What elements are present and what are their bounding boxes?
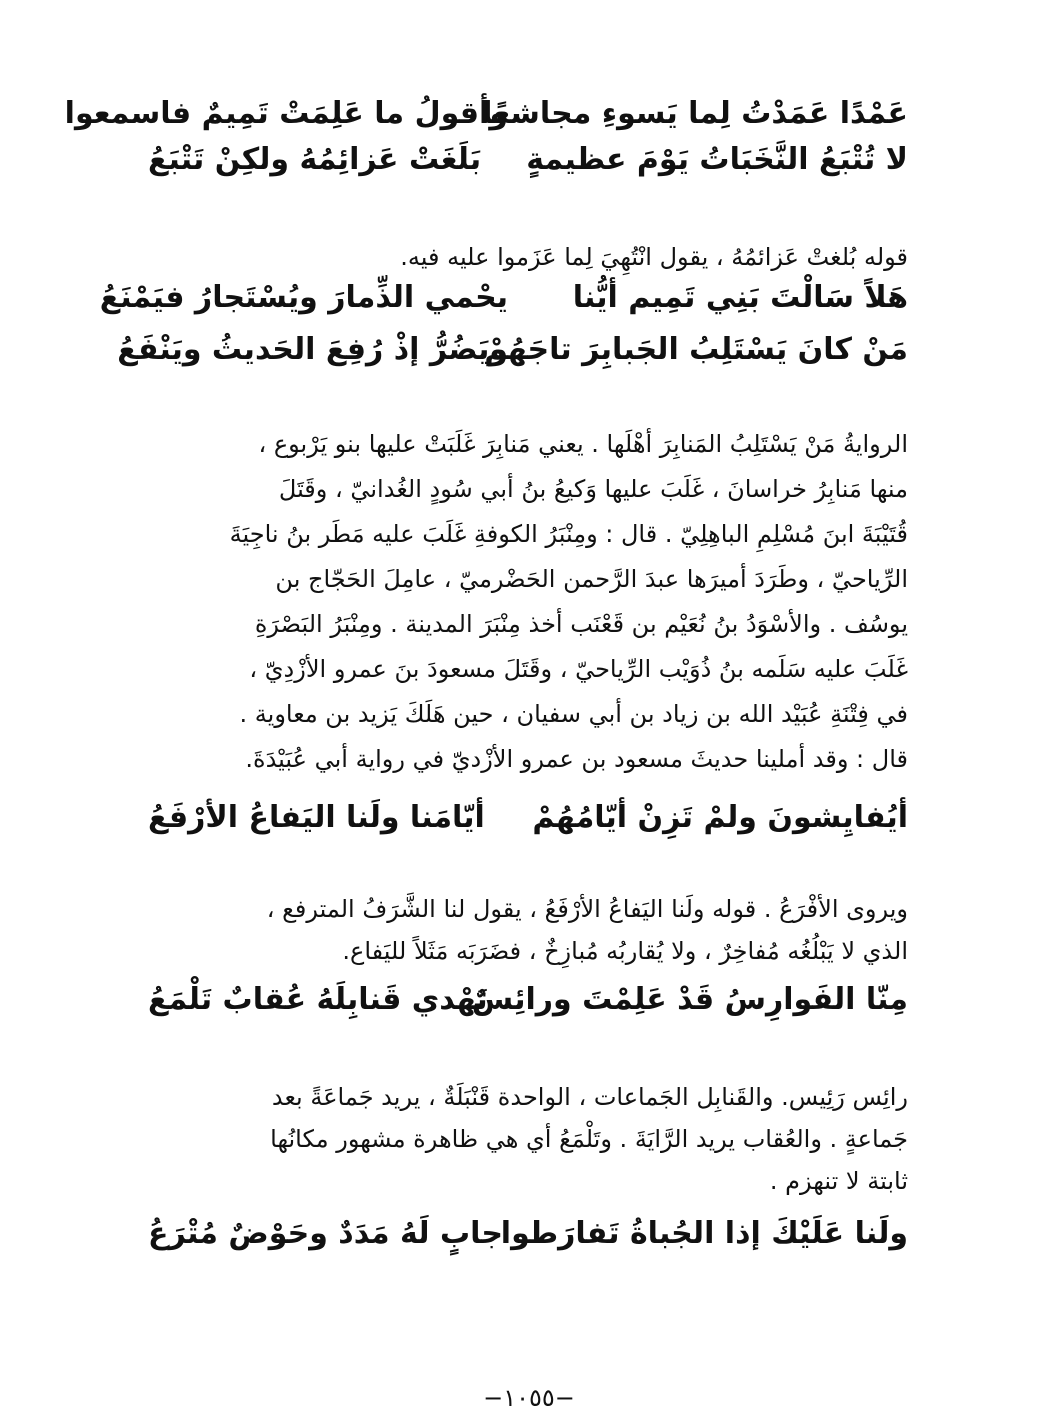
verse-line-1	[64, 90, 908, 138]
verse-second-hemistich: ويَضُرُّ إذْ رُفِعَ الحَديثُ ويَنْفَعُ	[117, 332, 508, 367]
text-line: الروايةُ مَنْ يَسْتَلِبُ المَنابِرَ أهْلَها . يعني مَنابِرَ غَلَبَتْ عليها بنو يَرْبوع ،	[258, 430, 908, 458]
verse-first-hemistich: أيُفايِشونَ ولمْ تَزِنْ أيّامُهُمْ	[532, 800, 908, 835]
verse-first-hemistich: لا تُتْبَعُ النَّخَبَاتُ يَوْمَ عظيمةٍ	[526, 142, 908, 177]
verse-line-7	[148, 1210, 908, 1258]
verse-first-hemistich: مَنْ كانَ يَسْتَلِبُ الجَبابِرَ تاجَهُمْ	[484, 332, 908, 367]
verse-line-5	[148, 794, 908, 842]
text-line: منها مَنابِرُ خراسانَ ، غَلَبَ عليها وَكيعُ بنُ أبي سُودٍ الغُدانيّ ، وقَتَلَ	[278, 475, 908, 503]
text-line: ثابتة لا تنهزم .	[769, 1167, 908, 1195]
verse-second-hemistich: وأقولُ ما عَلِمَتْ تَمِيمٌ فاسمعوا	[64, 96, 508, 131]
text-line: قال : وقد أملينا حديثَ مسعود بن عمرو الأزْديّ في رواية أبي عُبَيْدَةَ.	[245, 745, 908, 773]
verse-second-hemistich: جابٍ لَهُ مَدَدٌ وحَوْضٌ مُتْرَعُ	[148, 1216, 503, 1251]
commentary-paragraph-1	[168, 236, 908, 278]
commentary-paragraph-4	[168, 1076, 908, 1202]
verse-first-hemistich: عَمْدًا عَمَدْتُ لِما يَسوءِ مجاشعًا	[482, 96, 908, 131]
verse-second-hemistich: بَلَغَتْ عَزائِمُهُ ولكِنْ تَتْبَعُ	[148, 142, 482, 177]
verse-line-4	[117, 326, 908, 374]
verse-first-hemistich: هَلاً سَالْتَ بَنِي تَمِيم أيُّنا	[572, 280, 908, 315]
text-line: غَلَبَ عليه سَلَمه بنُ ذُوَيْب الرِّياحيّ ، وقَتَلَ مسعودَ بنَ عمرو الأزْدِيّ ،	[249, 655, 908, 683]
verse-first-hemistich: مِنّا الفَوارِسُ قَدْ عَلِمْتَ ورائِسٌ	[471, 982, 908, 1017]
text-line: قوله بُلغتْ عَزائمُهُ ، يقول انْتُهِيَ لِما عَزَموا عليه فيه.	[400, 243, 908, 271]
verse-first-hemistich: ولَنا عَلَيْكَ إذا الجُباةُ تَفارَطوا	[500, 1216, 908, 1251]
text-line: في فِتْنَةِ عُبَيْد الله بن زياد بن أبي سفيان ، حين هَلَكَ يَزيد بن معاوية .	[239, 700, 908, 728]
commentary-paragraph-2	[168, 422, 908, 782]
commentary-paragraph-3	[168, 888, 908, 972]
verse-second-hemistich: أيّامَنا ولَنا اليَفاعُ الأرْفَعُ	[148, 800, 485, 835]
text-line: رائِس رَئِيس. والقَنابِل الجَماعات ، الواحدة قَنْبَلَةٌ ، يريد جَماعَةً بعد	[271, 1083, 908, 1111]
text-line: جَماعةٍ . والعُقاب يريد الرَّايَةَ . وتَلْمَعُ أي هي ظاهرة مشهور مكانُها	[270, 1125, 908, 1153]
text-line: يوسُف . والأسْوَدُ بنُ نُعَيْم بن قَعْنَب أخذ مِنْبَرَ المدينة . ومِنْبَرُ البَصْرَةِ	[254, 610, 908, 638]
text-line: ويروى الأفْرَعُ . قوله ولَنا اليَفاعُ الأرْفَعُ ، يقول لنا الشَّرَفُ المترفع ،	[266, 895, 908, 923]
text-line: الذي لا يَبْلُغُه مُفاخِرٌ ، ولا يُقاربُه مُبازِخٌ ، فضَرَبَه مَثَلاً لليَفاع.	[342, 937, 908, 965]
verse-second-hemistich: تَهْدي قَنابِلَهُ عُقابٌ تَلْمَعُ	[148, 982, 488, 1017]
text-line: الرِّياحيّ ، وطَرَدَ أميرَها عبدَ الرَّحمن الحَضْرميّ ، عامِلَ الحَجّاج بن	[275, 565, 908, 593]
verse-line-2	[148, 136, 908, 184]
verse-second-hemistich: يحْمي الذِّمارَ ويُسْتَجارُ فيَمْنَعُ	[99, 280, 508, 315]
verse-line-6	[148, 976, 908, 1024]
verse-line-3	[99, 274, 908, 322]
text-line: قُتَيْبَةَ ابنَ مُسْلِمِ الباهِلِيّ . قال : ومِنْبَرُ الكوفةِ غَلَبَ عليه مَطَر بنُ ناجِيَةَ	[229, 520, 908, 548]
page-number: −١٠٥٥−	[483, 1384, 575, 1412]
